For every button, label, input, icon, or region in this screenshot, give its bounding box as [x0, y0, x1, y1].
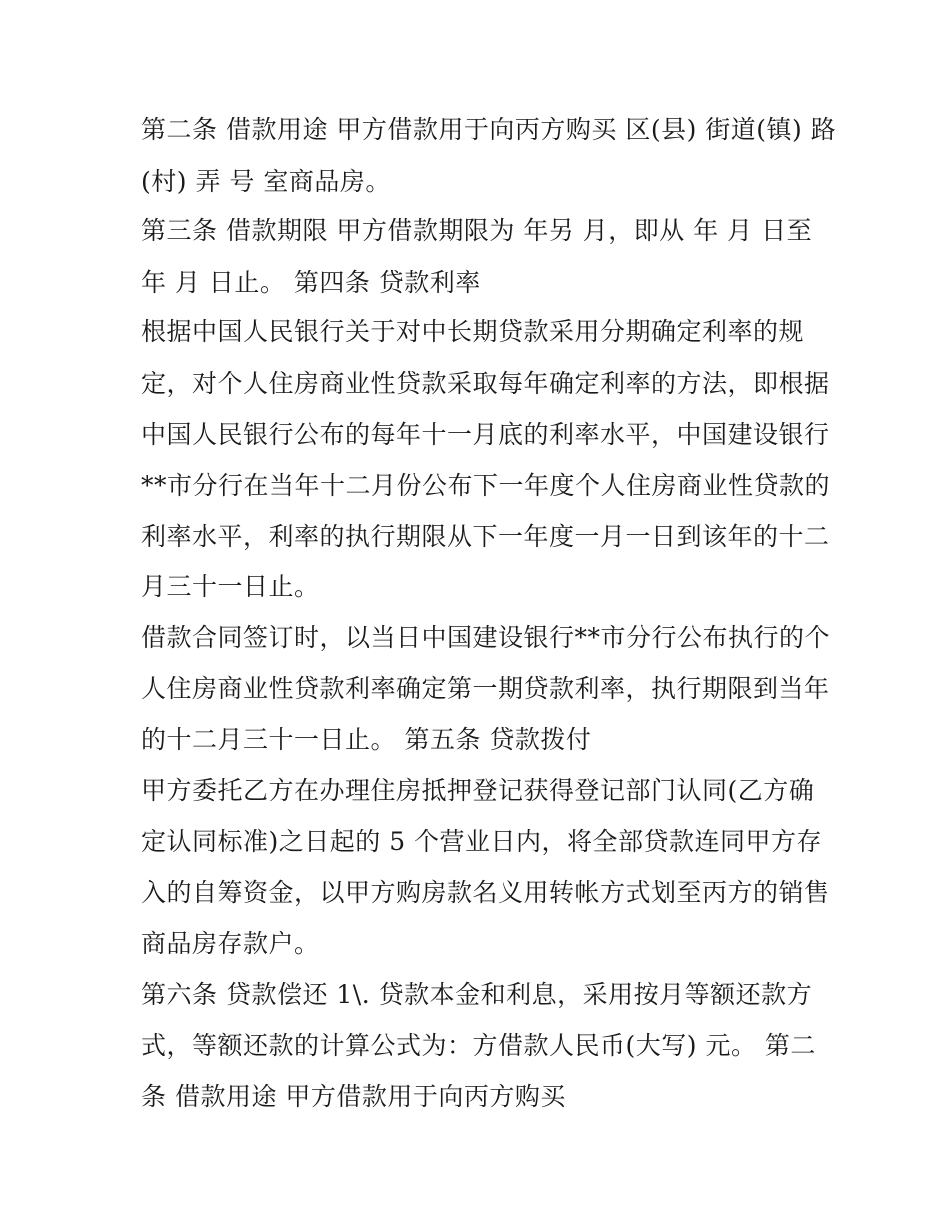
- text-line: 月三十一日止。: [141, 572, 320, 601]
- text-line: **市分行在当年十二月份公布下一年度个人住房商业性贷款的: [141, 471, 831, 500]
- text-line: 第六条 贷款偿还 1\. 贷款本金和利息，采用按月等额还款方: [141, 980, 813, 1009]
- text-line: 利率水平，利率的执行期限从下一年度一月一日到该年的十二: [141, 522, 830, 551]
- text-line: 的十二月三十一日止。 第五条 贷款拨付: [141, 725, 592, 754]
- text-line: 人住房商业性贷款利率确定第一期贷款利率，执行期限到当年: [141, 674, 830, 703]
- text-line: 第二条 借款用途 甲方借款用于向丙方购买 区(县) 街道(镇) 路: [141, 115, 837, 144]
- text-line: 入的自筹资金，以甲方购房款名义用转帐方式划至丙方的销售: [141, 878, 830, 907]
- text-line: 借款合同签订时，以当日中国建设银行**市分行公布执行的个: [141, 623, 831, 652]
- text-line: 定认同标准)之日起的 5 个营业日内，将全部贷款连同甲方存: [141, 827, 823, 856]
- text-line: (村) 弄 号 室商品房。: [141, 167, 391, 196]
- text-line: 中国人民银行公布的每年十一月底的利率水平，中国建设银行: [141, 420, 830, 449]
- text-line: 条 借款用途 甲方借款用于向丙方购买: [141, 1082, 566, 1111]
- text-line: 第三条 借款期限 甲方借款期限为 年另 月，即从 年 月 日至: [141, 216, 813, 245]
- text-line: 甲方委托乙方在办理住房抵押登记获得登记部门认同(乙方确: [141, 776, 815, 805]
- text-line: 式，等额还款的计算公式为：方借款人民币(大写) 元。 第二: [141, 1031, 816, 1060]
- text-line: 年 月 日止。 第四条 贷款利率: [141, 268, 481, 297]
- text-line: 根据中国人民银行关于对中长期贷款采用分期确定利率的规: [141, 317, 805, 346]
- text-line: 定，对个人住房商业性贷款采取每年确定利率的方法，即根据: [141, 369, 830, 398]
- text-line: 商品房存款户。: [141, 929, 320, 958]
